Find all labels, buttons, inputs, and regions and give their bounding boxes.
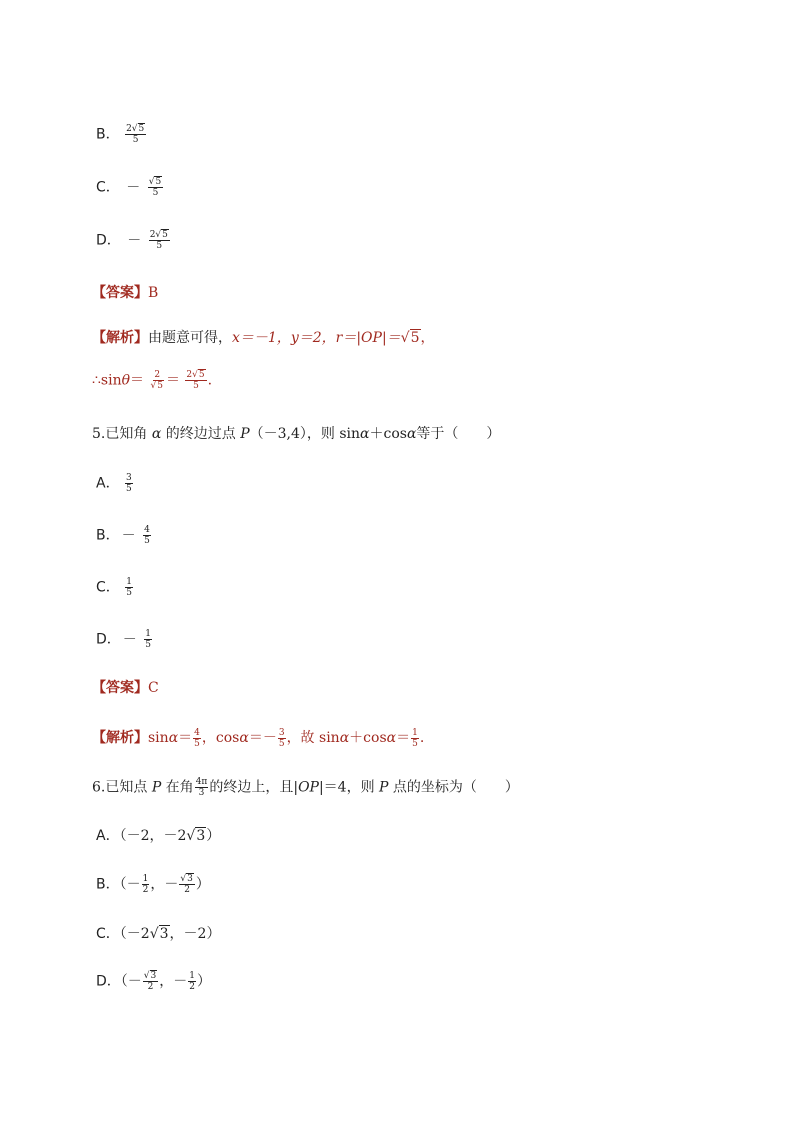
answer-value: B — [148, 285, 159, 301]
analysis-tag: 【解析】 — [92, 329, 148, 345]
q5-option-c: C． $\frac{1}{5}$ — [96, 577, 132, 598]
fraction: $\frac{2√5}{5}$ — [126, 124, 145, 145]
q4-option-d: D． － $\frac{2√5}{5}$ — [96, 230, 168, 251]
q5-analysis: 【解析】sinα＝ $\frac{4}{5}$ ，cosα＝－ $\frac{3}{5}$ ，故 sinα＋cosα＝ $\frac{1}{5}$ . — [92, 727, 425, 749]
option-label: D． — [96, 232, 121, 249]
option-label: C． — [96, 179, 120, 196]
q4-analysis: 【解析】由题意可得，x＝－1，y＝2，r＝|OP|＝√5， — [92, 329, 435, 346]
q4-option-c: C． － $\frac{√5}{5}$ — [96, 177, 162, 198]
q6-option-d: D．（－ $\frac{√3}{2}$ ，－ $\frac{1}{2}$ ） — [96, 971, 211, 992]
fraction: $\frac{4}{5}$ — [144, 525, 150, 546]
sqrt: √5 — [131, 124, 145, 134]
fraction: $\frac{2}{√5}$ — [150, 370, 163, 391]
fraction: $\frac{4\pi}{3}$ — [195, 777, 208, 798]
sqrt: √5 — [400, 330, 420, 346]
option-label: B． — [96, 126, 120, 143]
fraction: $\frac{√5}{5}$ — [148, 177, 162, 198]
answer-tag: 【答案】 — [92, 284, 148, 300]
q5-option-b: B． － $\frac{4}{5}$ — [96, 525, 150, 546]
q6-option-c: C．（－2√3，－2） — [96, 926, 221, 942]
q4-option-b — [96, 124, 147, 145]
q5-option-a: A． $\frac{3}{5}$ — [96, 473, 132, 494]
q5-answer: 【答案】C — [92, 679, 159, 696]
q4-answer — [92, 282, 158, 303]
fraction: $\frac{2√5}{5}$ — [186, 370, 205, 391]
fraction: $\frac{1}{5}$ — [145, 629, 151, 650]
fraction: $\frac{2√5}{5}$ — [149, 230, 168, 251]
q6-stem: 6.已知点 P 在角 $\frac{4\pi}{3}$ 的终边上，且|OP|＝4，则 P 点的坐标为（ ） — [92, 777, 519, 798]
sqrt: √5 — [148, 177, 162, 187]
q5-stem: 5.已知角 α 的终边过点 P（－3,4），则 sinα＋cosα等于（ ） — [92, 426, 501, 442]
q4-analysis-line2: ∴sinθ＝ $\frac{2}{√5}$ ＝ $\frac{2√5}{5}$ . — [92, 370, 213, 391]
q5-option-d: D． － $\frac{1}{5}$ — [96, 629, 151, 650]
q6-option-a: A．（－2，－2√3） — [96, 828, 221, 844]
q6-option-b: B．（－ $\frac{1}{2}$ ，－ $\frac{√3}{2}$ ） — [96, 874, 210, 895]
fraction: $\frac{3}{5}$ — [126, 473, 132, 494]
fraction: $\frac{1}{5}$ — [126, 577, 132, 598]
sqrt: √5 — [155, 230, 168, 240]
